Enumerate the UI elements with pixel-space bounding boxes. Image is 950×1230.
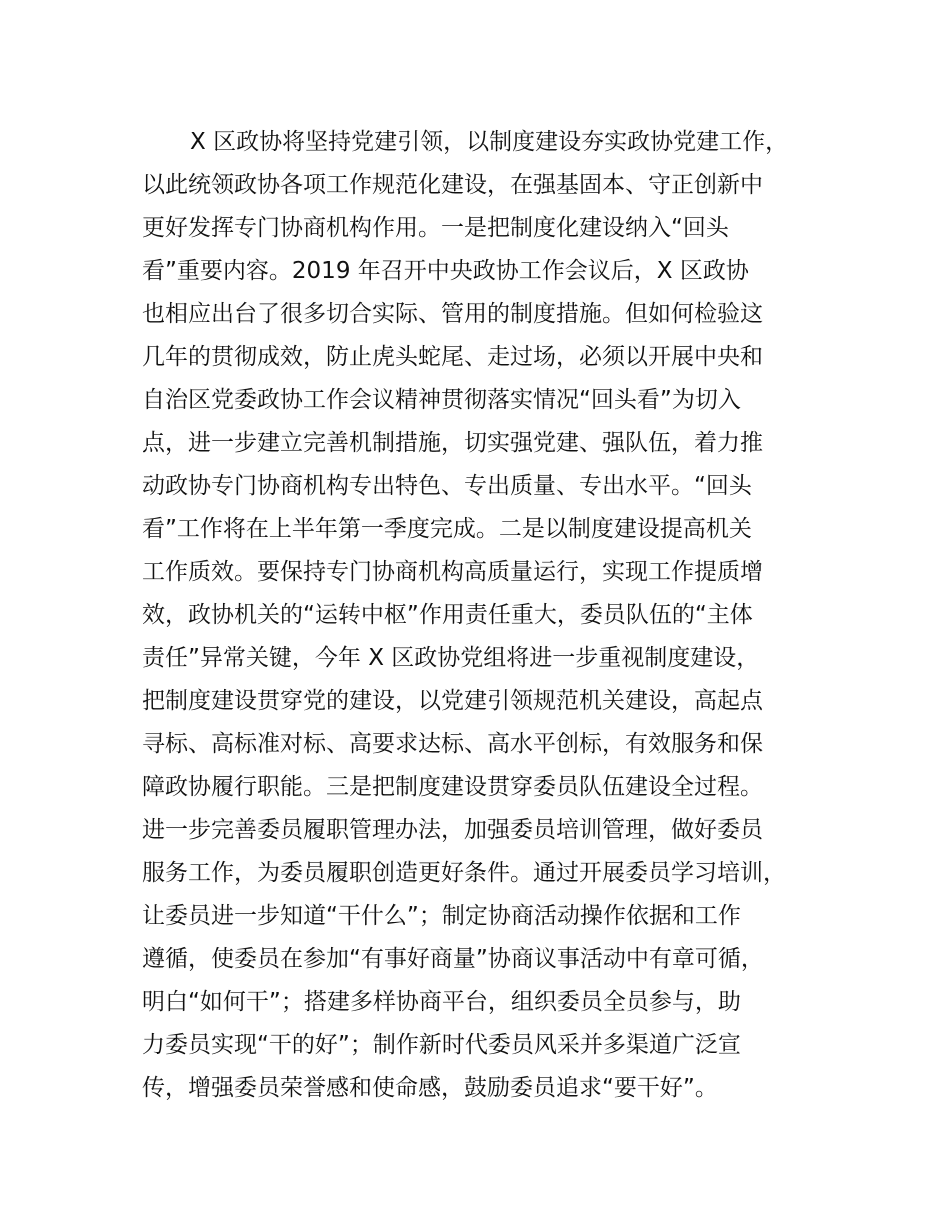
paragraph-line: 以此统领政协各项工作规范化建设，在强基固本、守正创新中 [142,172,763,198]
paragraph-line: 几年的贯彻成效，防止虎头蛇尾、走过场，必须以开展中央和 [142,344,763,370]
paragraph-line: 看”工作将在上半年第一季度完成。二是以制度建设提高机关 [142,516,752,542]
paragraph-line: 进一步完善委员履职管理办法，加强委员培训管理，做好委员 [142,817,763,843]
paragraph-line: 也相应出台了很多切合实际、管用的制度措施。但如何检验这 [142,301,763,327]
paragraph-line: 看”重要内容。2019 年召开中央政协工作会议后，X 区政协 [142,258,749,284]
paragraph-line: 工作质效。要保持专门协商机构高质量运行，实现工作提质增 [142,559,763,585]
body-paragraph [142,121,842,1110]
paragraph-line: 传，增强委员荣誉感和使命感，鼓励委员追求“要干好”。 [142,1075,718,1101]
paragraph-line: 自治区党委政协工作会议精神贯彻落实情况“回头看”为切入 [142,387,741,413]
paragraph-line: 服务工作，为委员履职创造更好条件。通过开展委员学习培训， [142,860,786,886]
paragraph-line: 动政协专门协商机构专出特色、专出质量、专出水平。“回头 [142,473,752,499]
paragraph-line: 责任”异常关键，今年 X 区政协党组将进一步重视制度建设， [142,645,760,671]
paragraph-line: 遵循，使委员在参加“有事好商量”协商议事活动中有章可循， [142,946,764,972]
paragraph-line: 点，进一步建立完善机制措施，切实强党建、强队伍，着力推 [142,430,763,456]
paragraph-line: 让委员进一步知道“干什么”；制定协商活动操作依据和工作 [142,903,741,929]
paragraph-line: 效，政协机关的“运转中枢”作用责任重大，委员队伍的“主体 [142,602,753,628]
paragraph-line: 寻标、高标准对标、高要求达标、高水平创标，有效服务和保 [142,731,763,757]
paragraph-line: 障政协履行职能。三是把制度建设贯穿委员队伍建设全过程。 [142,774,763,800]
paragraph-line: 明白“如何干”；搭建多样协商平台，组织委员全员参与，助 [142,989,741,1015]
paragraph-line: 更好发挥专门协商机构作用。一是把制度化建设纳入“回头 [142,215,729,241]
paragraph-line: X 区政协将坚持党建引领，以制度建设夯实政协党建工作， [190,129,789,155]
paragraph-line: 把制度建设贯穿党的建设，以党建引领规范机关建设，高起点 [142,688,763,714]
paragraph-line: 力委员实现“干的好”；制作新时代委员风采并多渠道广泛宣 [142,1032,741,1058]
